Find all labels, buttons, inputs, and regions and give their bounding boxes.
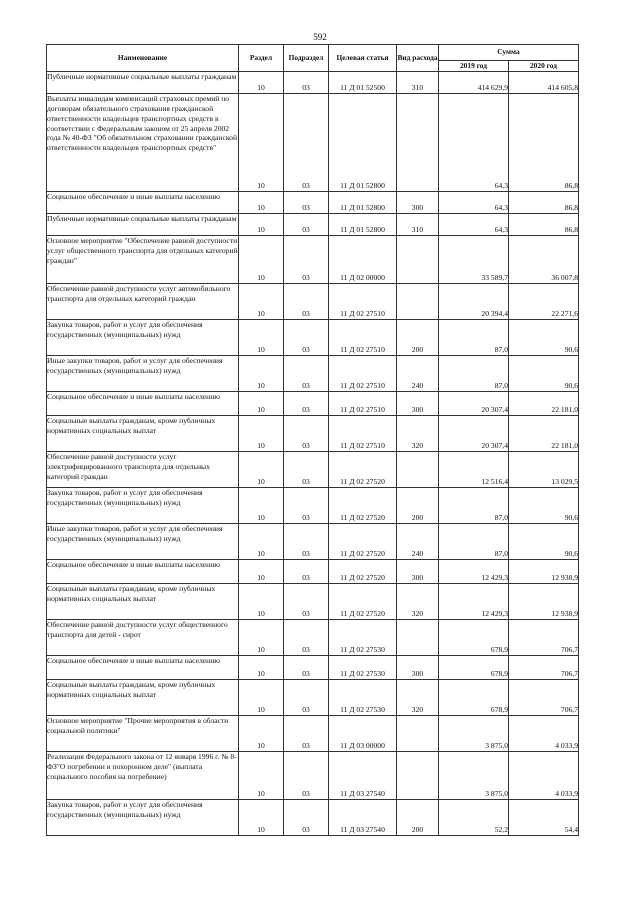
cell-sum-2019: 87,0 — [439, 356, 509, 392]
cell-expense-type: 200 — [397, 320, 439, 356]
cell-subsection: 03 — [284, 680, 329, 716]
cell-name: Выплаты инвалидам компенсаций страховых премий по договорам обязательного страхования гражданской ответственности владельцев транспортных средств в соответствии с Федеральным законом от 25 апреля 2002 года № 40-ФЗ "Об обязательном страховании гражданской ответственности владельцев транспортных средств" — [47, 94, 239, 192]
table-row — [47, 416, 579, 452]
cell-sum-2019: 12 429,3 — [439, 560, 509, 584]
cell-article: 11 Д 03 27540 — [329, 752, 397, 800]
cell-expense-type: 310 — [397, 72, 439, 94]
cell-article: 11 Д 02 27510 — [329, 320, 397, 356]
cell-sum-2020: 90,6 — [509, 488, 579, 524]
cell-sum-2019: 414 629,9 — [439, 72, 509, 94]
table-row — [47, 560, 579, 584]
cell-sum-2020: 22 181,0 — [509, 392, 579, 416]
cell-name: Иные закупки товаров, работ и услуг для обеспечения государственных (муниципальных) нужд — [47, 356, 239, 392]
cell-sum-2020: 90,6 — [509, 320, 579, 356]
cell-sum-2019: 64,3 — [439, 214, 509, 236]
cell-sum-2020: 12 938,9 — [509, 560, 579, 584]
cell-subsection: 03 — [284, 452, 329, 488]
cell-sum-2019: 20 394,4 — [439, 284, 509, 320]
cell-subsection: 03 — [284, 214, 329, 236]
cell-name: Обеспечение равной доступности услуг электрифицированного транспорта для отдельных категорий граждан — [47, 452, 239, 488]
cell-article: 11 Д 02 27520 — [329, 560, 397, 584]
cell-article: 11 Д 02 27530 — [329, 620, 397, 656]
cell-subsection: 03 — [284, 656, 329, 680]
cell-article: 11 Д 02 27530 — [329, 656, 397, 680]
cell-section: 10 — [239, 236, 284, 284]
cell-name: Закупка товаров, работ и услуг для обеспечения государственных (муниципальных) нужд — [47, 320, 239, 356]
cell-expense-type: 310 — [397, 214, 439, 236]
cell-sum-2019: 12 429,3 — [439, 584, 509, 620]
cell-section: 10 — [239, 214, 284, 236]
cell-subsection: 03 — [284, 620, 329, 656]
cell-expense-type — [397, 752, 439, 800]
cell-sum-2019: 3 875,0 — [439, 752, 509, 800]
cell-section: 10 — [239, 680, 284, 716]
table-row — [47, 192, 579, 214]
cell-article: 11 Д 02 27520 — [329, 584, 397, 620]
cell-name: Социальные выплаты гражданам, кроме публичных нормативных социальных выплат — [47, 680, 239, 716]
cell-subsection: 03 — [284, 488, 329, 524]
cell-article: 11 Д 03 27540 — [329, 800, 397, 836]
table-row — [47, 284, 579, 320]
cell-subsection: 03 — [284, 524, 329, 560]
cell-name: Обеспечение равной доступности услуг общественного транспорта для детей - сирот — [47, 620, 239, 656]
cell-section: 10 — [239, 452, 284, 488]
cell-section: 10 — [239, 94, 284, 192]
cell-sum-2020: 12 938,9 — [509, 584, 579, 620]
cell-section: 10 — [239, 752, 284, 800]
cell-name: Основное мероприятие "Прочие мероприятия в области социальной политики" — [47, 716, 239, 752]
cell-section: 10 — [239, 192, 284, 214]
cell-expense-type: 200 — [397, 800, 439, 836]
table-row — [47, 452, 579, 488]
header-section: Раздел — [239, 45, 284, 72]
cell-sum-2019: 3 875,0 — [439, 716, 509, 752]
cell-sum-2019: 52,2 — [439, 800, 509, 836]
cell-sum-2020: 22 181,0 — [509, 416, 579, 452]
cell-sum-2020: 86,8 — [509, 94, 579, 192]
header-year-2019: 2019 год — [439, 61, 509, 72]
cell-subsection: 03 — [284, 560, 329, 584]
cell-sum-2020: 414 605,8 — [509, 72, 579, 94]
cell-name: Социальные выплаты гражданам, кроме публичных нормативных социальных выплат — [47, 416, 239, 452]
cell-name: Реализация Федерального закона от 12 января 1996 г. № 8-ФЗ"О погребении и похоронном деле" (выплата социального пособия на погребение) — [47, 752, 239, 800]
cell-expense-type — [397, 452, 439, 488]
cell-section: 10 — [239, 524, 284, 560]
cell-expense-type: 240 — [397, 356, 439, 392]
budget-table — [46, 44, 579, 836]
cell-sum-2019: 87,0 — [439, 320, 509, 356]
cell-subsection: 03 — [284, 284, 329, 320]
cell-subsection: 03 — [284, 800, 329, 836]
cell-sum-2020: 86,8 — [509, 192, 579, 214]
cell-article: 11 Д 01 52800 — [329, 214, 397, 236]
header-article: Целевая статья — [329, 45, 397, 72]
cell-expense-type — [397, 94, 439, 192]
table-row — [47, 752, 579, 800]
cell-section: 10 — [239, 620, 284, 656]
cell-section: 10 — [239, 716, 284, 752]
cell-article: 11 Д 02 27510 — [329, 392, 397, 416]
cell-section: 10 — [239, 488, 284, 524]
cell-sum-2019: 87,0 — [439, 488, 509, 524]
cell-subsection: 03 — [284, 320, 329, 356]
table-row — [47, 656, 579, 680]
cell-article: 11 Д 02 27520 — [329, 452, 397, 488]
cell-section: 10 — [239, 356, 284, 392]
cell-sum-2020: 4 033,9 — [509, 752, 579, 800]
table-row — [47, 356, 579, 392]
cell-name: Основное мероприятие "Обеспечение равной доступности услуг общественного транспорта для отдельных категорий граждан" — [47, 236, 239, 284]
cell-section: 10 — [239, 560, 284, 584]
cell-sum-2020: 4 033,9 — [509, 716, 579, 752]
cell-name: Социальное обеспечение и иные выплаты населению — [47, 560, 239, 584]
cell-expense-type: 320 — [397, 416, 439, 452]
cell-article: 11 Д 02 27530 — [329, 680, 397, 716]
cell-name: Социальное обеспечение и иные выплаты населению — [47, 392, 239, 416]
cell-sum-2019: 33 589,7 — [439, 236, 509, 284]
cell-sum-2020: 90,6 — [509, 524, 579, 560]
cell-sum-2019: 64,3 — [439, 192, 509, 214]
cell-sum-2020: 22 271,6 — [509, 284, 579, 320]
header-expense-type: Вид расхода — [397, 45, 439, 72]
cell-article: 11 Д 02 00000 — [329, 236, 397, 284]
cell-name: Социальные выплаты гражданам, кроме публичных нормативных социальных выплат — [47, 584, 239, 620]
cell-subsection: 03 — [284, 392, 329, 416]
cell-section: 10 — [239, 284, 284, 320]
cell-name: Публичные нормативные социальные выплаты гражданам — [47, 214, 239, 236]
cell-expense-type: 300 — [397, 560, 439, 584]
table-row — [47, 524, 579, 560]
cell-name: Публичные нормативные социальные выплаты гражданам — [47, 72, 239, 94]
cell-name: Социальное обеспечение и иные выплаты населению — [47, 192, 239, 214]
cell-section: 10 — [239, 584, 284, 620]
page-number: 592 — [313, 32, 327, 42]
cell-expense-type — [397, 620, 439, 656]
cell-sum-2019: 678,9 — [439, 620, 509, 656]
cell-name: Обеспечение равной доступности услуг автомобильного транспорта для отдельных категорий граждан — [47, 284, 239, 320]
cell-sum-2019: 64,3 — [439, 94, 509, 192]
table-row — [47, 214, 579, 236]
cell-article: 11 Д 02 27510 — [329, 284, 397, 320]
cell-expense-type: 240 — [397, 524, 439, 560]
cell-article: 11 Д 02 27520 — [329, 488, 397, 524]
table-row — [47, 584, 579, 620]
cell-subsection: 03 — [284, 192, 329, 214]
cell-article: 11 Д 02 27520 — [329, 524, 397, 560]
cell-sum-2020: 706,7 — [509, 680, 579, 716]
table-row — [47, 800, 579, 836]
table-row — [47, 72, 579, 94]
cell-expense-type: 300 — [397, 192, 439, 214]
cell-sum-2019: 12 516,4 — [439, 452, 509, 488]
cell-subsection: 03 — [284, 752, 329, 800]
header-year-2020: 2020 год — [509, 61, 579, 72]
cell-sum-2020: 86,8 — [509, 214, 579, 236]
cell-subsection: 03 — [284, 716, 329, 752]
cell-expense-type — [397, 284, 439, 320]
cell-subsection: 03 — [284, 72, 329, 94]
cell-sum-2019: 678,9 — [439, 680, 509, 716]
cell-expense-type: 300 — [397, 656, 439, 680]
table-body — [47, 72, 579, 836]
cell-section: 10 — [239, 656, 284, 680]
cell-section: 10 — [239, 320, 284, 356]
cell-name: Закупка товаров, работ и услуг для обеспечения государственных (муниципальных) нужд — [47, 488, 239, 524]
cell-expense-type: 300 — [397, 392, 439, 416]
cell-expense-type — [397, 236, 439, 284]
cell-subsection: 03 — [284, 416, 329, 452]
cell-section: 10 — [239, 800, 284, 836]
header-name: Наименование — [47, 45, 239, 72]
cell-subsection: 03 — [284, 236, 329, 284]
header-sum: Сумма — [439, 45, 579, 61]
cell-article: 11 Д 03 00000 — [329, 716, 397, 752]
cell-section: 10 — [239, 416, 284, 452]
cell-expense-type: 320 — [397, 584, 439, 620]
cell-article: 11 Д 01 52500 — [329, 72, 397, 94]
header-subsection: Подраздел — [284, 45, 329, 72]
cell-expense-type: 200 — [397, 488, 439, 524]
cell-sum-2019: 87,0 — [439, 524, 509, 560]
cell-sum-2019: 678,9 — [439, 656, 509, 680]
cell-sum-2019: 20 307,4 — [439, 416, 509, 452]
cell-article: 11 Д 02 27510 — [329, 356, 397, 392]
cell-article: 11 Д 01 52800 — [329, 94, 397, 192]
table-row — [47, 320, 579, 356]
table-row — [47, 94, 579, 192]
cell-subsection: 03 — [284, 356, 329, 392]
cell-name: Иные закупки товаров, работ и услуг для обеспечения государственных (муниципальных) нужд — [47, 524, 239, 560]
cell-sum-2019: 20 307,4 — [439, 392, 509, 416]
cell-section: 10 — [239, 72, 284, 94]
cell-sum-2020: 706,7 — [509, 656, 579, 680]
cell-name: Социальное обеспечение и иные выплаты населению — [47, 656, 239, 680]
table-header — [47, 45, 579, 72]
cell-expense-type: 320 — [397, 680, 439, 716]
cell-article: 11 Д 01 52800 — [329, 192, 397, 214]
table-row — [47, 488, 579, 524]
table-row — [47, 680, 579, 716]
cell-sum-2020: 54,4 — [509, 800, 579, 836]
cell-sum-2020: 13 029,5 — [509, 452, 579, 488]
cell-subsection: 03 — [284, 94, 329, 192]
cell-expense-type — [397, 716, 439, 752]
cell-sum-2020: 706,7 — [509, 620, 579, 656]
cell-article: 11 Д 02 27510 — [329, 416, 397, 452]
cell-section: 10 — [239, 392, 284, 416]
cell-subsection: 03 — [284, 584, 329, 620]
table-row — [47, 620, 579, 656]
table-row — [47, 716, 579, 752]
cell-name: Закупка товаров, работ и услуг для обеспечения государственных (муниципальных) нужд — [47, 800, 239, 836]
table-row — [47, 392, 579, 416]
cell-sum-2020: 90,6 — [509, 356, 579, 392]
table-row — [47, 236, 579, 284]
cell-sum-2020: 36 007,8 — [509, 236, 579, 284]
